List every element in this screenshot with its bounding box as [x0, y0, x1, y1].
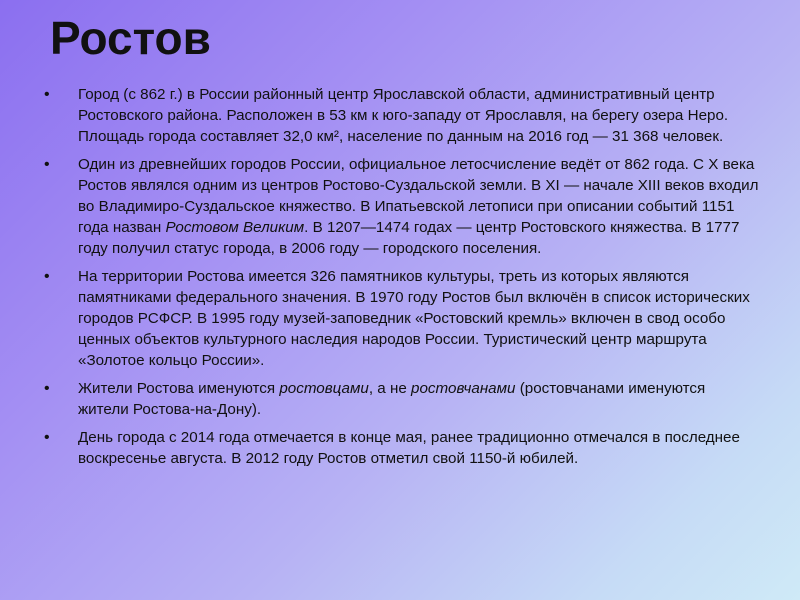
- bullet-text: День города с 2014 года отмечается в конце мая, ранее традиционно отмечался в последнее воскресенье августа. В 2012 году Ростов отметил свой 1150-й юбилей.: [78, 429, 740, 467]
- bullet-item: [40, 378, 760, 420]
- bullet-dot-icon: •: [44, 86, 50, 103]
- bullet-dot-icon: •: [44, 429, 50, 446]
- bullet-text: . В 1207—1474 годах — центр Ростовского княжества. В 1777 году получил статус города, в 2006 году — городского поселения.: [78, 219, 740, 257]
- bullet-text: Город (с 862 г.) в России районный центр Ярославской области, административный центр Ростовского района. Расположен в 53 км к юго-западу от Ярославля, на берегу озера Неро. Площадь города составляет 32,0 км², население по данным на 2016 год — 31 368 человек.: [78, 86, 729, 145]
- bullet-text: (ростовчанами именуются жители Ростова-на-Дону).: [78, 380, 706, 418]
- slide-title: Ростов: [50, 12, 211, 64]
- bullet-dot-icon: •: [44, 380, 50, 397]
- bullet-text: Жители Ростова именуются: [78, 380, 280, 397]
- bullet-dot-icon: •: [44, 268, 50, 285]
- bullet-text: Один из древнейших городов России, официальное летосчисление ведёт от 862 года. С X века Ростов являлся одним из центров Ростово-Суздальской земли. В XI — начале XIII веков входил во Владимиро-Суздальское княжество. В Ипатьевской летописи при описании событий 1151 года назван: [78, 156, 759, 236]
- bullet-text-italic: Ростовом Великим: [165, 219, 305, 236]
- bullet-item: [40, 427, 760, 469]
- bullet-text: На территории Ростова имеется 326 памятников культуры, треть из которых являются памятниками федерального значения. В 1970 году Ростов был включён в список исторических городов РСФСР. В 1995 году музей-заповедник «Ростовский кремль» включен в свод особо ценных объектов культурного наследия народов России. Туристический центр маршрута «Золотое кольцо России».: [78, 268, 750, 369]
- bullet-list: [40, 84, 760, 476]
- bullet-dot-icon: •: [44, 156, 50, 173]
- bullet-item: [40, 154, 760, 259]
- bullet-text-italic: ростовчанами: [411, 380, 516, 397]
- bullet-text-italic: ростовцами: [279, 380, 369, 397]
- bullet-item: [40, 84, 760, 147]
- bullet-text: , а не: [368, 380, 412, 397]
- bullet-item: [40, 266, 760, 371]
